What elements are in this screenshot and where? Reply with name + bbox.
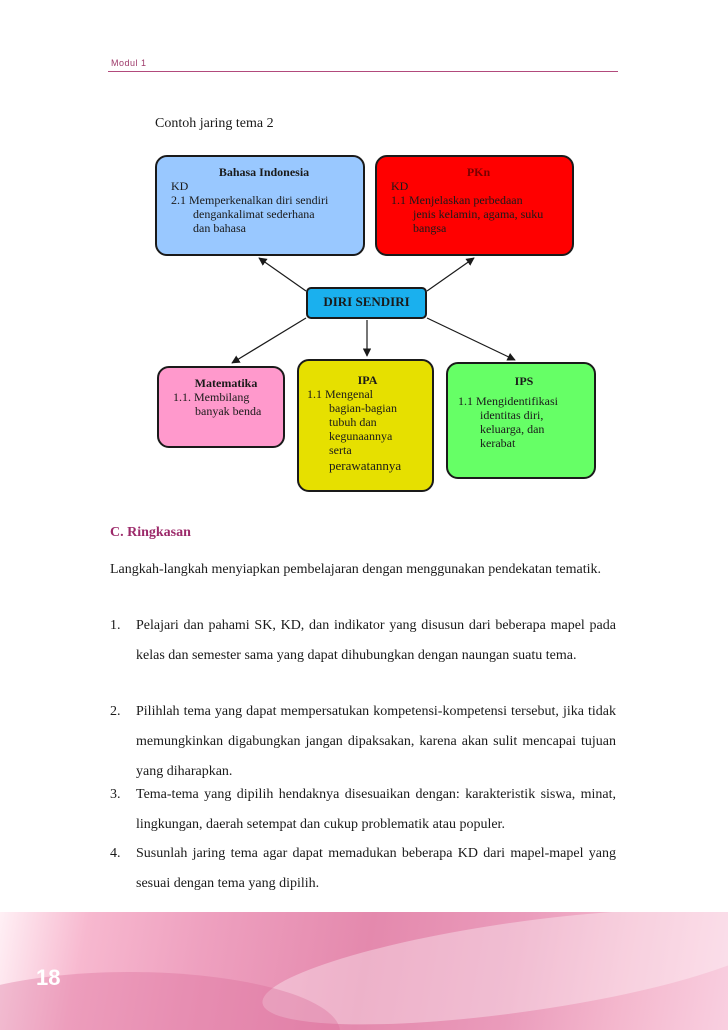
list-item	[110, 780, 616, 840]
pkn-line: bangsa	[413, 221, 447, 235]
list-item-text: Susunlah jaring tema agar dapat memadukan beberapa KD dari mapel-mapel yang sesuai dengan tema yang dipilih.	[136, 846, 616, 891]
arrow-to-bahasa-indonesia	[259, 258, 306, 291]
bahasa-indonesia-line: dan bahasa	[193, 221, 246, 235]
matematika-line: 1.1. Membilang	[173, 390, 250, 404]
module-label: Modul 1	[111, 58, 147, 68]
ips-box	[446, 362, 596, 479]
arrow-to-pkn	[427, 258, 474, 291]
bahasa-indonesia-line: 2.1 Memperkenalkan diri sendiri	[171, 193, 329, 207]
footer-band	[0, 912, 728, 1030]
ipa-line: bagian-bagian	[329, 401, 397, 415]
pkn-line: jenis kelamin, agama, suku	[413, 207, 544, 221]
matematika-box	[157, 366, 285, 448]
ips-line: kerabat	[480, 436, 516, 450]
ips-line: identitas diri,	[480, 408, 544, 422]
list-item-number: 1.	[110, 618, 121, 633]
ipa-line: perawatannya	[329, 458, 402, 473]
diagram-caption: Contoh jaring tema 2	[155, 116, 274, 131]
list-item	[110, 839, 616, 899]
list-item-text: Tema-tema yang dipilih hendaknya disesuaikan dengan: karakteristik siswa, minat, lingkungan, daerah setempat dan cukup problematik atau populer.	[136, 787, 616, 832]
pkn-title: PKn	[466, 165, 491, 179]
bahasa-indonesia-title: Bahasa Indonesia	[218, 165, 310, 179]
ips-line: keluarga, dan	[480, 422, 545, 436]
pkn-line: KD	[391, 179, 409, 193]
pkn-box	[375, 155, 574, 256]
ips-title: IPS	[514, 374, 534, 388]
matematika-title: Matematika	[194, 376, 258, 390]
list-item-text: Pilihlah tema yang dapat mempersatukan kompetensi-kompetensi tersebut, jika tidak memungkinkan digabungkan jangan dipaksakan, karena akan sulit mencapai tujuan yang diharapkan.	[136, 704, 616, 779]
list-item	[110, 611, 616, 671]
center-topic-label: DIRI SENDIRI	[323, 294, 410, 309]
ipa-line: 1.1 Mengenal	[307, 387, 373, 401]
bahasa-indonesia-box	[155, 155, 365, 256]
section-heading: C. Ringkasan	[110, 525, 191, 540]
ipa-line: kegunaannya	[329, 429, 393, 443]
arrow-to-matematika	[232, 318, 306, 363]
list-item	[110, 697, 616, 787]
bahasa-indonesia-line: KD	[171, 179, 189, 193]
bahasa-indonesia-line: dengankalimat sederhana	[193, 207, 315, 221]
matematika-line: banyak benda	[195, 404, 262, 418]
ipa-box	[297, 359, 434, 492]
list-item-number: 2.	[110, 704, 121, 719]
pkn-line: 1.1 Menjelaskan perbedaan	[391, 193, 523, 207]
ips-line: 1.1 Mengidentifikasi	[458, 394, 558, 408]
list-item-number: 3.	[110, 787, 121, 802]
page-number: 18	[36, 965, 61, 990]
ipa-line: tubuh dan	[329, 415, 377, 429]
ipa-title: IPA	[357, 373, 378, 387]
arrow-to-ips	[427, 318, 515, 360]
list-item-text: Pelajari dan pahami SK, KD, dan indikator yang disusun dari beberapa mapel pada kelas dan semester sama yang dapat dihubungkan dengan naungan suatu tema.	[136, 618, 616, 663]
list-item-number: 4.	[110, 846, 121, 861]
ipa-line: serta	[329, 443, 352, 457]
center-topic-box	[306, 287, 427, 319]
intro-paragraph: Langkah-langkah menyiapkan pembelajaran dengan menggunakan pendekatan tematik.	[110, 562, 601, 577]
